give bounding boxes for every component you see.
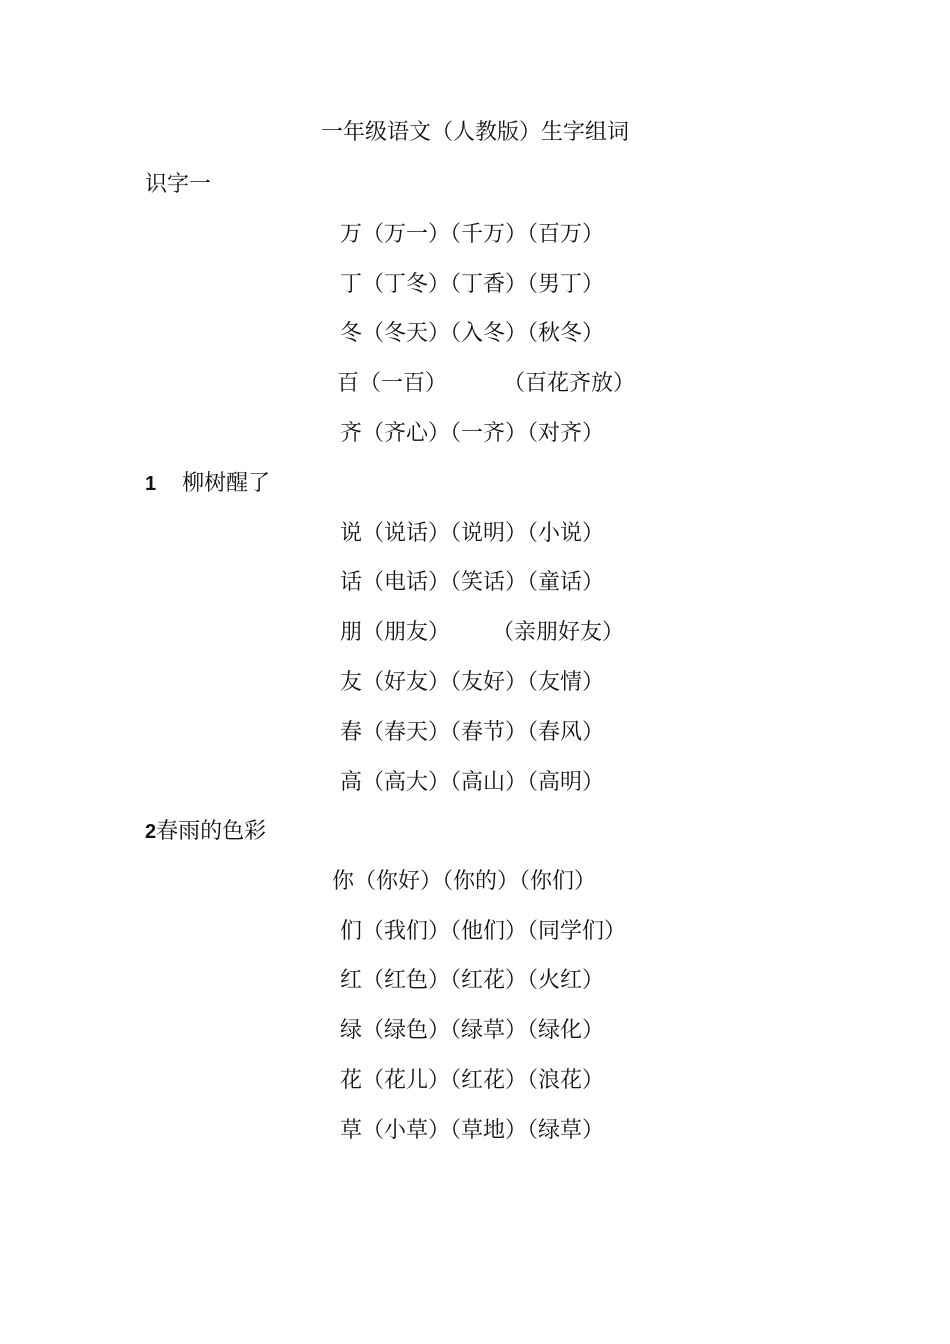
section-heading-text: 识字一: [145, 172, 212, 197]
word-row: 丁（丁冬）（丁香）（男丁）: [340, 272, 605, 297]
word-row: 话（电话）（笑话）（童话）: [340, 570, 605, 595]
section-heading-shizi-yi: [145, 168, 211, 202]
word-row: 友（好友）（友好）（友情）: [340, 670, 605, 695]
page-title: 一年级语文（人教版）生字组词: [320, 120, 629, 145]
word-row: 齐（齐心）（一齐）（对齐）: [340, 421, 605, 446]
section-number: 2: [145, 821, 157, 843]
section-heading-text: 春雨的色彩: [156, 819, 267, 844]
word-row: 冬（冬天）（入冬）（秋冬）: [340, 321, 605, 346]
section-heading-text: 柳树醒了: [182, 471, 271, 496]
word-row: 花（花儿）（红花）（浪花）: [340, 1068, 605, 1093]
section-number: 1: [145, 473, 157, 495]
word-row: 朋（朋友） （亲朋好友）: [340, 620, 624, 645]
word-row: 你（你好）（你的）（你们）: [332, 869, 597, 894]
word-row: 春（春天）（春节）（春风）: [340, 720, 605, 745]
word-row: 百（一百） （百花齐放）: [337, 371, 635, 396]
word-row: 绿（绿色）（绿草）（绿化）: [340, 1018, 605, 1043]
section-heading-lesson-2: [145, 815, 266, 849]
word-row: 草（小草）（草地）（绿草）: [340, 1118, 605, 1143]
section-heading-lesson-1: [145, 467, 270, 501]
word-row: 高（高大）（高山）（高明）: [340, 770, 605, 795]
word-row: 万（万一）（千万）（百万）: [340, 222, 605, 247]
word-row: 们（我们）（他们）（同学们）: [340, 919, 627, 944]
word-row: 红（红色）（红花）（火红）: [340, 968, 605, 993]
word-row: 说（说话）（说明）（小说）: [340, 521, 605, 546]
